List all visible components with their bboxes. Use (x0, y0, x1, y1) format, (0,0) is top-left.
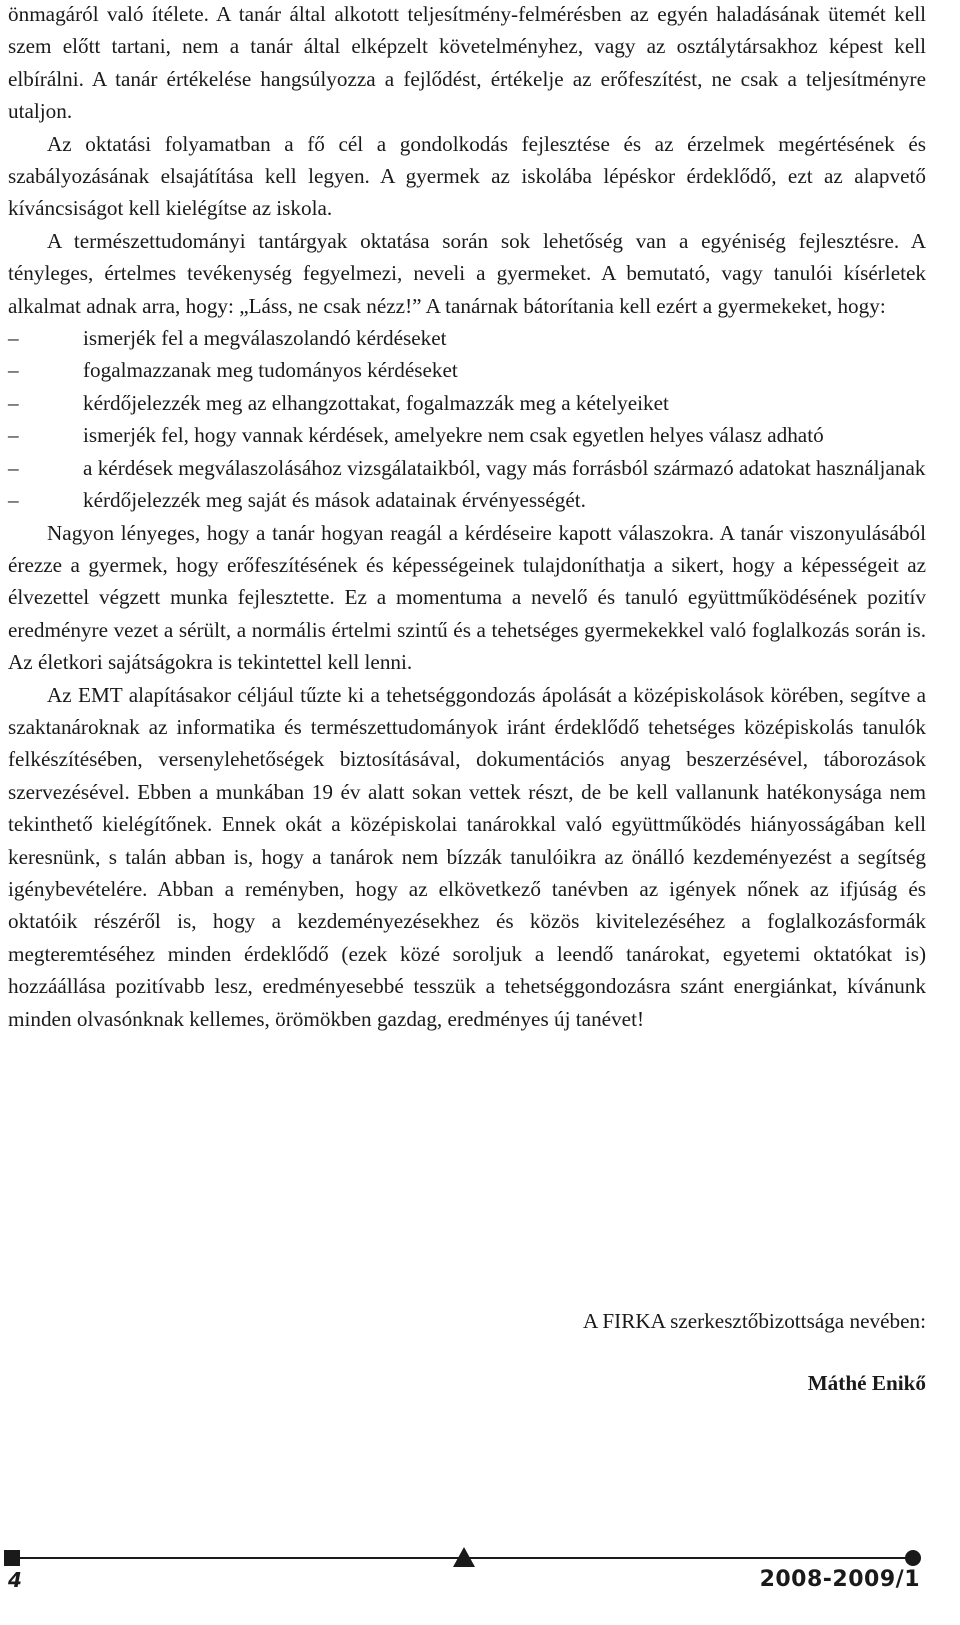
paragraph-4: Nagyon lényeges, hogy a tanár hogyan reagál a kérdéseire kapott válaszokra. A tanár viszonyulásából érezze a gyermek, hogy erőfeszítésének és képességeinek tulajdoníthatja a sikert, hogy a képességeit az élvezettel végzett munka fejlesztette. Ez a momentuma a nevelő és tanuló együttműködésének pozitív eredményre vezet a sérült, a normális értelmi szintű és a tehetséges gyermekekkel való foglalkozás során is. Az életkori sajátságokra is tekintettel kell lenni. (8, 520, 926, 675)
list-item-text: kérdőjelezzék meg az elhangzottakat, fogalmazzák meg a kételyeiket (83, 390, 669, 415)
list-item (8, 387, 926, 419)
paragraph-1: önmagáról való ítélete. A tanár által alkotott teljesítmény-felmérésben az egyén haladásának ütemét kell szem előtt tartani, nem a tanár által elképzelt követelményhez, vagy az osztálytársakhoz képest kell elbírálni. A tanár értékelése hangsúlyozza a fejlődést, értékelje az erőfeszítést, ne csak a teljesítményre utaljon. (8, 2, 926, 124)
issue-label: 2008-2009/1 (759, 1567, 920, 1592)
dash-bullet: – (8, 326, 19, 351)
list-item (8, 484, 926, 516)
list-item-text: kérdőjelezzék meg saját és mások adatainak érvényességét. (83, 488, 586, 513)
question-list (8, 322, 926, 516)
list-item-text: ismerjék fel, hogy vannak kérdések, amelyekre nem csak egyetlen helyes válasz adható (83, 423, 824, 448)
article-body (8, 0, 926, 1395)
circle-icon (905, 1550, 921, 1566)
dash-bullet: – (8, 455, 19, 480)
list-item-text: ismerjék fel a megválaszolandó kérdéseket (83, 326, 447, 351)
list-item (8, 354, 926, 386)
paragraph-2: Az oktatási folyamatban a fő cél a gondolkodás fejlesztése és az érzelmek megértésének és szabályozásának elsajátítása kell legyen. A gyermek az iskolába lépéskor érdeklődő, ezt az alapvető kíváncsiságot kell kielégítse az iskola. (8, 131, 926, 221)
signature-name: Máthé Enikő (807, 1371, 926, 1395)
triangle-icon (453, 1547, 475, 1567)
dash-bullet: – (8, 423, 19, 448)
page-number: 4 (8, 1568, 22, 1592)
paragraph-3: A természettudományi tantárgyak oktatása során sok lehetőség van a egyéniség fejlesztésre. A tényleges, értelmes tevékenység fegyelmezi, neveli a gyermeket. A bemutató, vagy tanulói kísérletek alkalmat adnak arra, hogy: „Láss, ne csak nézz!” A tanárnak bátorítania kell ezért a gyermekeket, hogy: (8, 228, 926, 318)
square-icon (4, 1550, 20, 1566)
list-item (8, 419, 926, 451)
list-item (8, 452, 926, 484)
list-item-text: a kérdések megválaszolásához vizsgálataikból, vagy más forrásból származó adatokat használjanak (83, 455, 926, 480)
list-item-text: fogalmazzanak meg tudományos kérdéseket (83, 358, 458, 383)
signature-organization: A FIRKA szerkesztőbizottsága nevében: (582, 1309, 926, 1333)
dash-bullet: – (8, 390, 19, 415)
dash-bullet: – (8, 488, 19, 513)
dash-bullet: – (8, 358, 19, 383)
list-item (8, 322, 926, 354)
paragraph-5: Az EMT alapításakor céljául tűzte ki a tehetséggondozás ápolását a középiskolások körében, segítve a szaktanároknak az informatika és természettudományok iránt érdeklődő tehetséges középiskolás tanulók felkészítésében, versenylehetőségek biztosításával, dokumentációs anyag beszerzésével, táborozások szervezésével. Ebben a munkában 19 év alatt sokan vettek részt, de be kell vallanunk hatékonysága nem tekinthető kielégítőnek. Ennek okát a középiskolai tanárokkal való együttműködés hiányosságában kell keresnünk, s talán abban is, hogy a tanárok nem bízzák tanulóikra az önálló kezdeményezést a segítség igénybevételére. Abban a reményben, hogy az elkövetkező tanévben az igények nőnek az ifjúság és oktatóik részéről is, hogy a kezdeményezésekhez és közös kivitelezéséhez a foglalkozásformák megteremtéséhez minden érdeklődő (ezek közé soroljuk a leendő tanárokat, egyetemi oktatókat is) hozzáállása pozitívabb lesz, eredményesebbé tesszük a tehetséggondozásra szánt energiánkat, kívánunk minden olvasónknak kellemes, örömökben gazdag, eredményes új tanévet! (8, 682, 926, 1031)
